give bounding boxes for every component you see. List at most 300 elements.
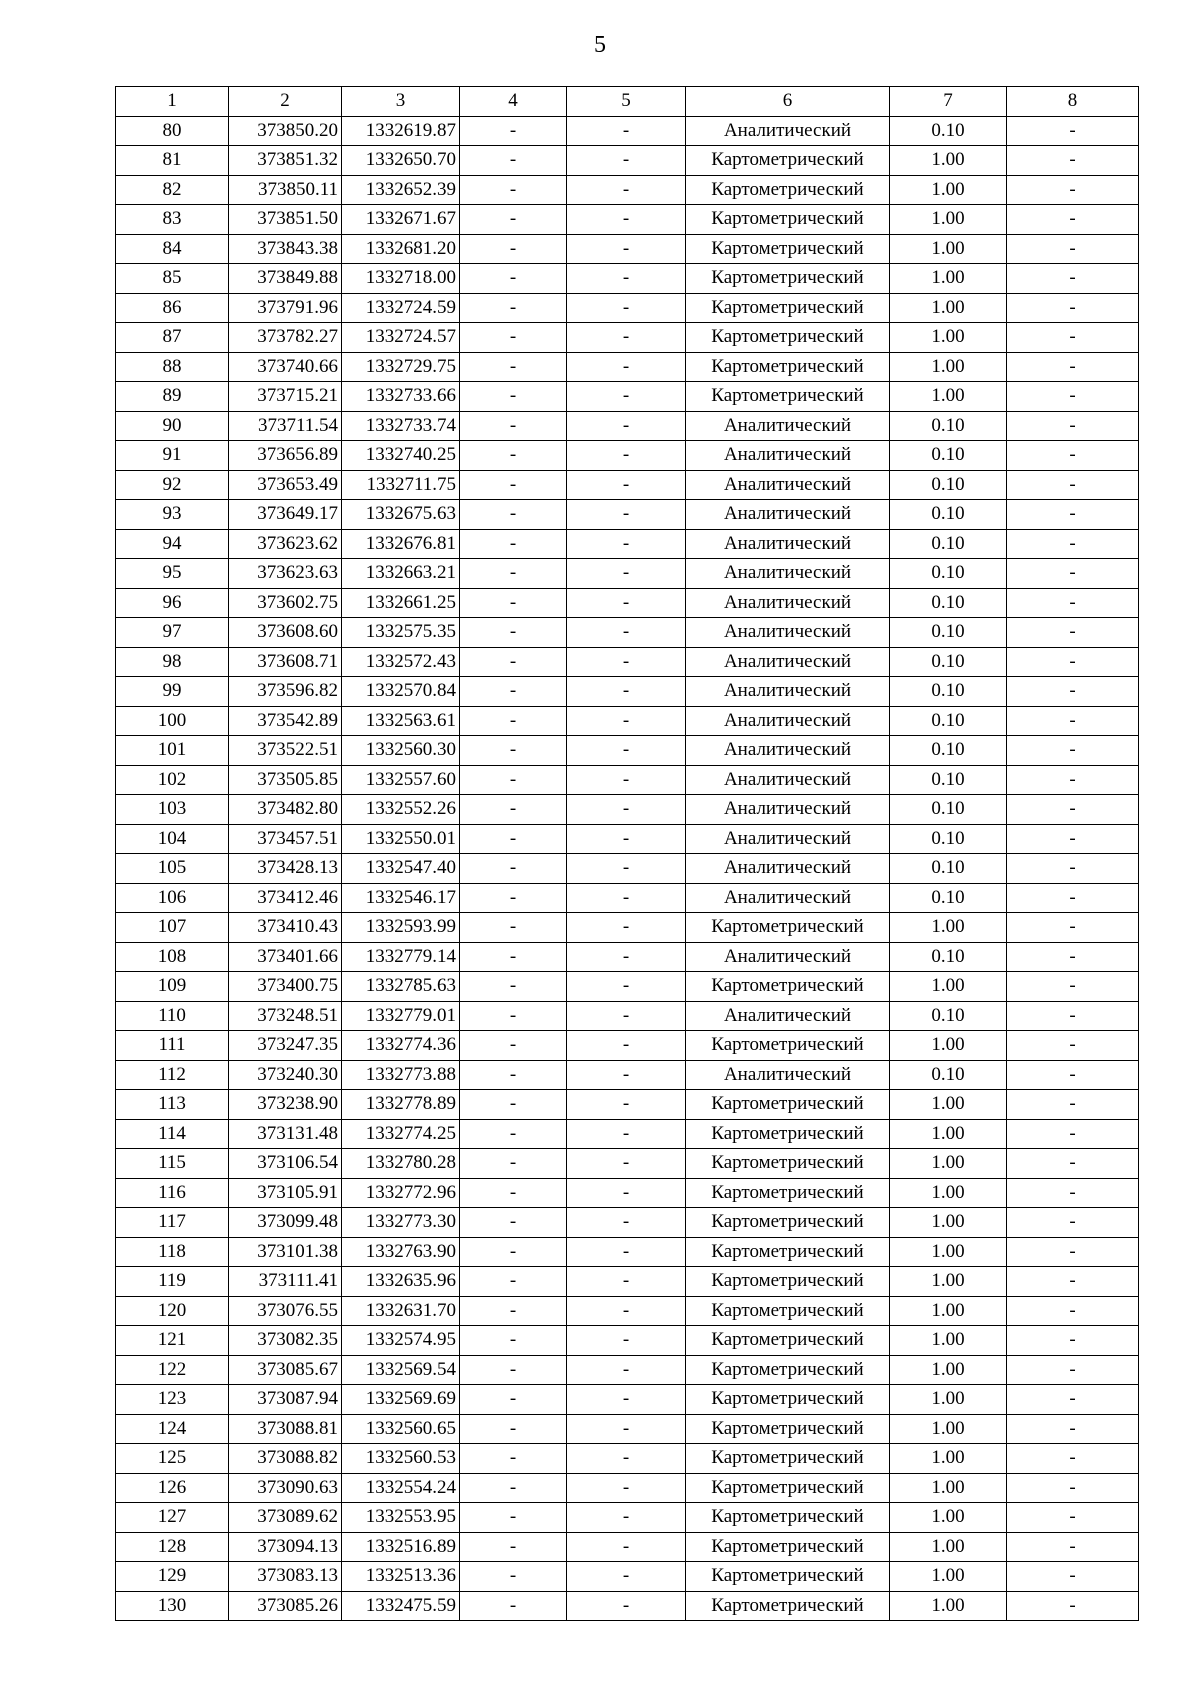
col4-cell: - [460,116,567,146]
col8-cell: - [1007,1090,1139,1120]
col8-cell: - [1007,500,1139,530]
accuracy-cell: 0.10 [890,795,1007,825]
point-number-cell: 124 [116,1414,229,1444]
col4-cell: - [460,1149,567,1179]
accuracy-cell: 0.10 [890,736,1007,766]
method-cell: Картометрический [686,352,890,382]
point-number-cell: 98 [116,647,229,677]
col8-cell: - [1007,1473,1139,1503]
x-coordinate-cell: 373608.60 [229,618,342,648]
col4-cell: - [460,1208,567,1238]
accuracy-cell: 1.00 [890,1355,1007,1385]
point-number-cell: 113 [116,1090,229,1120]
col5-cell: - [567,1001,686,1031]
col4-cell: - [460,647,567,677]
method-cell: Картометрический [686,264,890,294]
col5-cell: - [567,736,686,766]
col5-cell: - [567,1591,686,1621]
method-cell: Картометрический [686,1473,890,1503]
col4-cell: - [460,1562,567,1592]
point-number-cell: 116 [116,1178,229,1208]
accuracy-cell: 1.00 [890,205,1007,235]
column-header: 5 [567,87,686,117]
x-coordinate-cell: 373088.81 [229,1414,342,1444]
x-coordinate-cell: 373099.48 [229,1208,342,1238]
method-cell: Аналитический [686,470,890,500]
y-coordinate-cell: 1332513.36 [342,1562,460,1592]
x-coordinate-cell: 373850.11 [229,175,342,205]
col8-cell: - [1007,1178,1139,1208]
x-coordinate-cell: 373849.88 [229,264,342,294]
accuracy-cell: 1.00 [890,1149,1007,1179]
table-row [116,234,1139,264]
col5-cell: - [567,1296,686,1326]
y-coordinate-cell: 1332560.30 [342,736,460,766]
col5-cell: - [567,1326,686,1356]
table-row [116,1591,1139,1621]
method-cell: Картометрический [686,913,890,943]
y-coordinate-cell: 1332661.25 [342,588,460,618]
method-cell: Картометрический [686,293,890,323]
point-number-cell: 103 [116,795,229,825]
accuracy-cell: 1.00 [890,1296,1007,1326]
col8-cell: - [1007,1119,1139,1149]
column-header: 3 [342,87,460,117]
accuracy-cell: 0.10 [890,1001,1007,1031]
x-coordinate-cell: 373782.27 [229,323,342,353]
method-cell: Картометрический [686,1503,890,1533]
col5-cell: - [567,765,686,795]
table-row [116,1385,1139,1415]
col5-cell: - [567,116,686,146]
accuracy-cell: 0.10 [890,883,1007,913]
col8-cell: - [1007,1149,1139,1179]
point-number-cell: 110 [116,1001,229,1031]
x-coordinate-cell: 373850.20 [229,116,342,146]
method-cell: Аналитический [686,736,890,766]
x-coordinate-cell: 373082.35 [229,1326,342,1356]
col5-cell: - [567,618,686,648]
point-number-cell: 89 [116,382,229,412]
method-cell: Картометрический [686,234,890,264]
method-cell: Картометрический [686,323,890,353]
col4-cell: - [460,441,567,471]
accuracy-cell: 1.00 [890,1267,1007,1297]
accuracy-cell: 0.10 [890,618,1007,648]
table-row [116,1060,1139,1090]
point-number-cell: 117 [116,1208,229,1238]
accuracy-cell: 1.00 [890,352,1007,382]
y-coordinate-cell: 1332652.39 [342,175,460,205]
method-cell: Картометрический [686,1208,890,1238]
col4-cell: - [460,1355,567,1385]
col8-cell: - [1007,441,1139,471]
y-coordinate-cell: 1332729.75 [342,352,460,382]
table-row [116,529,1139,559]
accuracy-cell: 0.10 [890,1060,1007,1090]
col8-cell: - [1007,736,1139,766]
col5-cell: - [567,1149,686,1179]
y-coordinate-cell: 1332550.01 [342,824,460,854]
point-number-cell: 86 [116,293,229,323]
method-cell: Картометрический [686,1178,890,1208]
col4-cell: - [460,942,567,972]
accuracy-cell: 0.10 [890,588,1007,618]
column-header: 1 [116,87,229,117]
table-row [116,411,1139,441]
y-coordinate-cell: 1332475.59 [342,1591,460,1621]
method-cell: Картометрический [686,1119,890,1149]
col8-cell: - [1007,1060,1139,1090]
point-number-cell: 111 [116,1031,229,1061]
accuracy-cell: 0.10 [890,647,1007,677]
col5-cell: - [567,529,686,559]
y-coordinate-cell: 1332572.43 [342,647,460,677]
col5-cell: - [567,175,686,205]
point-number-cell: 83 [116,205,229,235]
col4-cell: - [460,972,567,1002]
col4-cell: - [460,264,567,294]
col5-cell: - [567,323,686,353]
col4-cell: - [460,1473,567,1503]
col4-cell: - [460,1444,567,1474]
col4-cell: - [460,795,567,825]
col5-cell: - [567,913,686,943]
method-cell: Аналитический [686,559,890,589]
table-row [116,1444,1139,1474]
col8-cell: - [1007,1237,1139,1267]
method-cell: Картометрический [686,1562,890,1592]
accuracy-cell: 1.00 [890,146,1007,176]
table-row [116,1532,1139,1562]
col8-cell: - [1007,618,1139,648]
accuracy-cell: 1.00 [890,1444,1007,1474]
method-cell: Картометрический [686,382,890,412]
accuracy-cell: 0.10 [890,470,1007,500]
x-coordinate-cell: 373090.63 [229,1473,342,1503]
accuracy-cell: 0.10 [890,706,1007,736]
y-coordinate-cell: 1332740.25 [342,441,460,471]
point-number-cell: 122 [116,1355,229,1385]
accuracy-cell: 1.00 [890,1562,1007,1592]
col5-cell: - [567,1385,686,1415]
col8-cell: - [1007,1031,1139,1061]
y-coordinate-cell: 1332554.24 [342,1473,460,1503]
y-coordinate-cell: 1332681.20 [342,234,460,264]
table-row [116,1149,1139,1179]
col5-cell: - [567,1237,686,1267]
col4-cell: - [460,352,567,382]
table-row [116,854,1139,884]
y-coordinate-cell: 1332547.40 [342,854,460,884]
accuracy-cell: 1.00 [890,1119,1007,1149]
col4-cell: - [460,470,567,500]
point-number-cell: 97 [116,618,229,648]
y-coordinate-cell: 1332779.01 [342,1001,460,1031]
col5-cell: - [567,677,686,707]
method-cell: Картометрический [686,1296,890,1326]
method-cell: Картометрический [686,1149,890,1179]
col8-cell: - [1007,795,1139,825]
col4-cell: - [460,1060,567,1090]
table-row [116,765,1139,795]
col8-cell: - [1007,913,1139,943]
point-number-cell: 93 [116,500,229,530]
method-cell: Картометрический [686,1237,890,1267]
col5-cell: - [567,883,686,913]
col8-cell: - [1007,1296,1139,1326]
col4-cell: - [460,323,567,353]
table-row [116,470,1139,500]
x-coordinate-cell: 373248.51 [229,1001,342,1031]
table-row [116,441,1139,471]
col8-cell: - [1007,352,1139,382]
col4-cell: - [460,293,567,323]
point-number-cell: 115 [116,1149,229,1179]
col4-cell: - [460,175,567,205]
column-header: 6 [686,87,890,117]
col5-cell: - [567,1178,686,1208]
point-number-cell: 123 [116,1385,229,1415]
table-header-row [116,87,1139,117]
x-coordinate-cell: 373602.75 [229,588,342,618]
y-coordinate-cell: 1332711.75 [342,470,460,500]
method-cell: Аналитический [686,1001,890,1031]
col5-cell: - [567,205,686,235]
col5-cell: - [567,146,686,176]
col4-cell: - [460,1414,567,1444]
table-row [116,1296,1139,1326]
col5-cell: - [567,1503,686,1533]
col8-cell: - [1007,234,1139,264]
y-coordinate-cell: 1332773.88 [342,1060,460,1090]
col5-cell: - [567,854,686,884]
x-coordinate-cell: 373400.75 [229,972,342,1002]
table-row [116,736,1139,766]
x-coordinate-cell: 373401.66 [229,942,342,972]
accuracy-cell: 0.10 [890,559,1007,589]
point-number-cell: 90 [116,411,229,441]
method-cell: Картометрический [686,175,890,205]
point-number-cell: 106 [116,883,229,913]
point-number-cell: 100 [116,706,229,736]
point-number-cell: 130 [116,1591,229,1621]
col4-cell: - [460,1267,567,1297]
table-row [116,264,1139,294]
y-coordinate-cell: 1332570.84 [342,677,460,707]
col8-cell: - [1007,1532,1139,1562]
coordinates-table [115,86,1139,1621]
method-cell: Аналитический [686,706,890,736]
col4-cell: - [460,854,567,884]
accuracy-cell: 1.00 [890,1178,1007,1208]
col8-cell: - [1007,1208,1139,1238]
point-number-cell: 120 [116,1296,229,1326]
column-header: 4 [460,87,567,117]
col8-cell: - [1007,942,1139,972]
y-coordinate-cell: 1332772.96 [342,1178,460,1208]
x-coordinate-cell: 373740.66 [229,352,342,382]
x-coordinate-cell: 373089.62 [229,1503,342,1533]
x-coordinate-cell: 373083.13 [229,1562,342,1592]
method-cell: Аналитический [686,588,890,618]
col4-cell: - [460,559,567,589]
table-row [116,175,1139,205]
table-row [116,588,1139,618]
point-number-cell: 126 [116,1473,229,1503]
x-coordinate-cell: 373076.55 [229,1296,342,1326]
col5-cell: - [567,1031,686,1061]
point-number-cell: 84 [116,234,229,264]
table-row [116,205,1139,235]
point-number-cell: 88 [116,352,229,382]
table-body [116,116,1139,1621]
col5-cell: - [567,588,686,618]
point-number-cell: 85 [116,264,229,294]
x-coordinate-cell: 373106.54 [229,1149,342,1179]
table-row [116,618,1139,648]
table-row [116,146,1139,176]
col8-cell: - [1007,411,1139,441]
col8-cell: - [1007,382,1139,412]
y-coordinate-cell: 1332774.25 [342,1119,460,1149]
col8-cell: - [1007,1414,1139,1444]
col4-cell: - [460,1385,567,1415]
accuracy-cell: 1.00 [890,1414,1007,1444]
method-cell: Аналитический [686,854,890,884]
y-coordinate-cell: 1332780.28 [342,1149,460,1179]
method-cell: Аналитический [686,441,890,471]
method-cell: Аналитический [686,795,890,825]
point-number-cell: 121 [116,1326,229,1356]
table-row [116,647,1139,677]
col5-cell: - [567,1444,686,1474]
col4-cell: - [460,411,567,441]
x-coordinate-cell: 373623.62 [229,529,342,559]
y-coordinate-cell: 1332546.17 [342,883,460,913]
col4-cell: - [460,706,567,736]
col8-cell: - [1007,1355,1139,1385]
accuracy-cell: 1.00 [890,1090,1007,1120]
table-row [116,1503,1139,1533]
col8-cell: - [1007,205,1139,235]
col5-cell: - [567,942,686,972]
table-row [116,942,1139,972]
x-coordinate-cell: 373851.32 [229,146,342,176]
col8-cell: - [1007,146,1139,176]
col4-cell: - [460,1119,567,1149]
y-coordinate-cell: 1332552.26 [342,795,460,825]
x-coordinate-cell: 373482.80 [229,795,342,825]
col4-cell: - [460,736,567,766]
col4-cell: - [460,1296,567,1326]
x-coordinate-cell: 373087.94 [229,1385,342,1415]
col5-cell: - [567,706,686,736]
accuracy-cell: 1.00 [890,323,1007,353]
col4-cell: - [460,205,567,235]
y-coordinate-cell: 1332724.59 [342,293,460,323]
y-coordinate-cell: 1332575.35 [342,618,460,648]
accuracy-cell: 0.10 [890,942,1007,972]
table-row [116,1326,1139,1356]
method-cell: Картометрический [686,146,890,176]
method-cell: Аналитический [686,500,890,530]
y-coordinate-cell: 1332569.69 [342,1385,460,1415]
table-row [116,972,1139,1002]
x-coordinate-cell: 373457.51 [229,824,342,854]
method-cell: Картометрический [686,1532,890,1562]
col4-cell: - [460,618,567,648]
y-coordinate-cell: 1332593.99 [342,913,460,943]
col5-cell: - [567,824,686,854]
accuracy-cell: 1.00 [890,972,1007,1002]
col4-cell: - [460,146,567,176]
col8-cell: - [1007,1591,1139,1621]
point-number-cell: 101 [116,736,229,766]
col8-cell: - [1007,559,1139,589]
table-row [116,913,1139,943]
y-coordinate-cell: 1332671.67 [342,205,460,235]
x-coordinate-cell: 373649.17 [229,500,342,530]
y-coordinate-cell: 1332763.90 [342,1237,460,1267]
accuracy-cell: 1.00 [890,1503,1007,1533]
col5-cell: - [567,1532,686,1562]
y-coordinate-cell: 1332631.70 [342,1296,460,1326]
accuracy-cell: 1.00 [890,1031,1007,1061]
col5-cell: - [567,1414,686,1444]
col8-cell: - [1007,175,1139,205]
y-coordinate-cell: 1332676.81 [342,529,460,559]
accuracy-cell: 0.10 [890,529,1007,559]
method-cell: Аналитический [686,529,890,559]
table-row [116,824,1139,854]
col8-cell: - [1007,1326,1139,1356]
col5-cell: - [567,795,686,825]
table-row [116,1355,1139,1385]
table-row [116,116,1139,146]
point-number-cell: 81 [116,146,229,176]
col8-cell: - [1007,824,1139,854]
y-coordinate-cell: 1332779.14 [342,942,460,972]
x-coordinate-cell: 373412.46 [229,883,342,913]
method-cell: Картометрический [686,205,890,235]
accuracy-cell: 1.00 [890,913,1007,943]
method-cell: Картометрический [686,1267,890,1297]
point-number-cell: 96 [116,588,229,618]
col8-cell: - [1007,323,1139,353]
col5-cell: - [567,470,686,500]
y-coordinate-cell: 1332516.89 [342,1532,460,1562]
col5-cell: - [567,647,686,677]
col5-cell: - [567,1119,686,1149]
table-row [116,382,1139,412]
point-number-cell: 127 [116,1503,229,1533]
col4-cell: - [460,588,567,618]
accuracy-cell: 1.00 [890,293,1007,323]
point-number-cell: 125 [116,1444,229,1474]
table-row [116,1090,1139,1120]
col4-cell: - [460,765,567,795]
method-cell: Аналитический [686,824,890,854]
table-row [116,1119,1139,1149]
method-cell: Картометрический [686,1326,890,1356]
col8-cell: - [1007,1444,1139,1474]
table-row [116,352,1139,382]
col5-cell: - [567,500,686,530]
column-header: 7 [890,87,1007,117]
point-number-cell: 87 [116,323,229,353]
method-cell: Аналитический [686,647,890,677]
